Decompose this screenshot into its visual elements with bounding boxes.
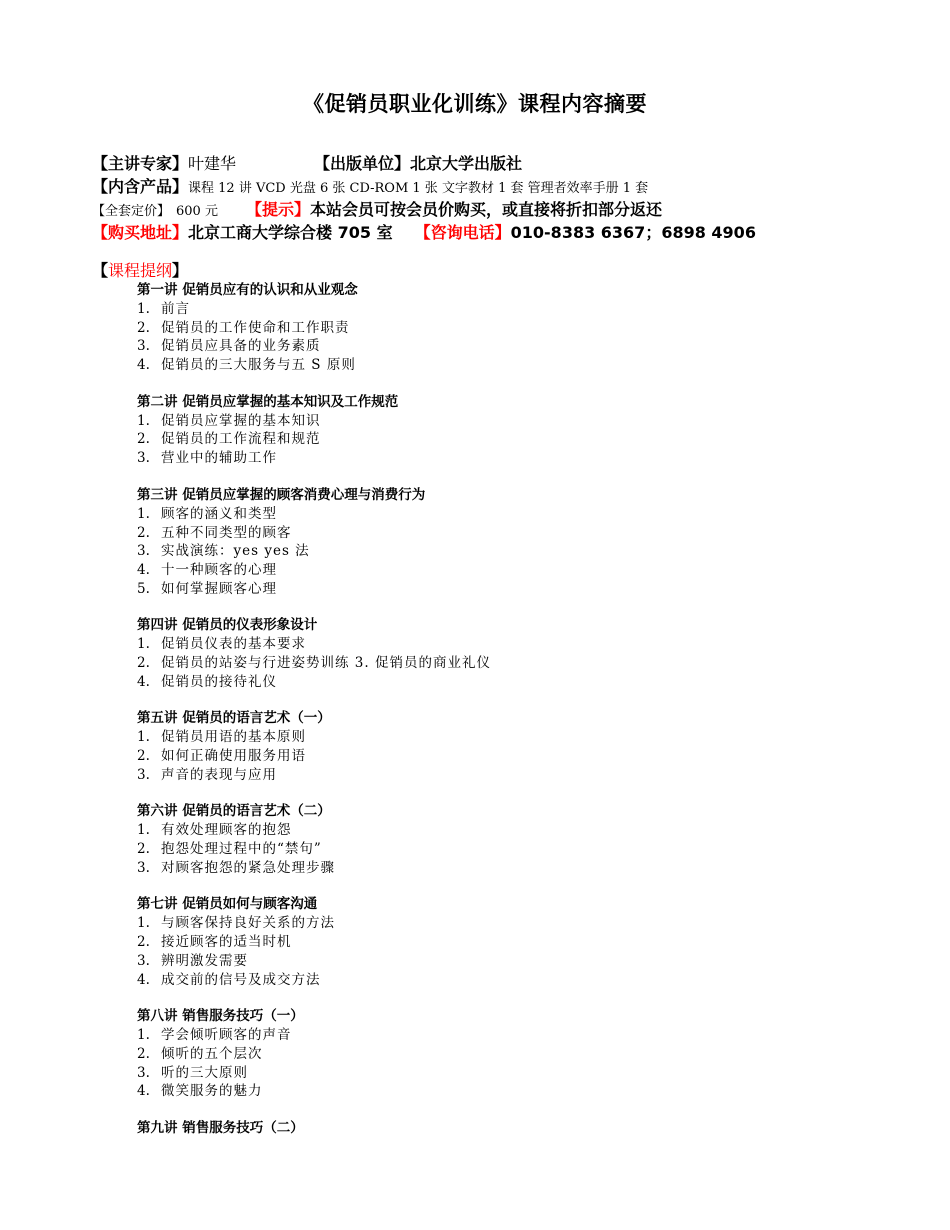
item-text: 促销员的接待礼仪 xyxy=(161,673,277,690)
lecture-block xyxy=(137,616,491,691)
address-close: 】 xyxy=(172,223,189,242)
lecture-title: 第七讲 促销员如何与顾客沟通 xyxy=(137,896,318,913)
tip-close: 】 xyxy=(294,200,311,219)
item-number: 4. xyxy=(137,357,150,374)
item-number: 1. xyxy=(137,1027,150,1044)
lecture-title: 第五讲 促销员的语言艺术（一） xyxy=(137,710,331,727)
products-label: 【内含产品】 xyxy=(92,177,189,196)
lecture-title: 第六讲 促销员的语言艺术（二） xyxy=(137,803,331,820)
phone-label: 咨询电话 xyxy=(430,223,495,242)
item-text: 声音的表现与应用 xyxy=(161,766,277,783)
tip-label: 提示 xyxy=(261,200,294,219)
item-number: 3. xyxy=(137,450,150,467)
lecture-block xyxy=(137,1007,491,1101)
item-text: 促销员用语的基本原则 xyxy=(161,729,306,746)
lecture-list xyxy=(137,281,491,1156)
price-label: 【全套定价】 xyxy=(92,204,171,219)
item-text: 辨明激发需要 xyxy=(161,952,248,969)
lecture-item xyxy=(137,933,491,952)
item-number: 2. xyxy=(137,431,150,448)
lecture-item xyxy=(137,300,491,319)
item-text: 倾听的五个层次 xyxy=(161,1045,263,1062)
phone-value: 010-8383 6367；6898 4906 xyxy=(510,223,756,242)
item-text: 促销员的工作使命和工作职责 xyxy=(161,319,350,336)
price-value: 600 元 xyxy=(176,204,218,219)
item-text: 学会倾听顾客的声音 xyxy=(161,1027,292,1044)
item-text: 营业中的辅助工作 xyxy=(161,450,277,467)
item-number: 2. xyxy=(137,1045,150,1062)
lecture-block xyxy=(137,486,491,598)
lecture-item xyxy=(137,635,491,654)
item-text: 促销员的工作流程和规范 xyxy=(161,431,321,448)
item-number: 2. xyxy=(137,654,150,671)
item-text: 十一种顾客的心理 xyxy=(161,561,277,578)
lecture-item xyxy=(137,524,491,543)
item-number: 1. xyxy=(137,915,150,932)
info-line-expert xyxy=(92,152,756,175)
item-number: 2. xyxy=(137,319,150,336)
item-number: 1. xyxy=(137,822,150,839)
lecture-title: 第四讲 促销员的仪表形象设计 xyxy=(137,617,318,634)
phone-open: 【 xyxy=(414,223,431,242)
lecture-block xyxy=(137,802,491,877)
item-number: 2. xyxy=(137,841,150,858)
item-text: 实战演练：yes yes 法 xyxy=(161,543,310,560)
item-number: 1. xyxy=(137,729,150,746)
item-text: 微笑服务的魅力 xyxy=(161,1083,263,1100)
item-text: 听的三大原则 xyxy=(161,1064,248,1081)
info-line-price xyxy=(92,198,756,221)
lecture-item xyxy=(137,356,491,375)
lecture-item xyxy=(137,859,491,878)
item-text: 接近顾客的适当时机 xyxy=(161,934,292,951)
lecture-title: 第八讲 销售服务技巧（一） xyxy=(137,1008,304,1025)
lecture-item xyxy=(137,766,491,785)
item-number: 3. xyxy=(137,338,150,355)
lecture-item xyxy=(137,319,491,338)
tip-open: 【 xyxy=(245,200,262,219)
lecture-title: 第九讲 销售服务技巧（二） xyxy=(137,1119,304,1136)
item-text: 抱怨处理过程中的“禁句” xyxy=(161,841,322,858)
item-number: 1. xyxy=(137,301,150,317)
item-number: 4. xyxy=(137,673,150,690)
course-info xyxy=(92,152,756,244)
item-number: 3. xyxy=(137,859,150,876)
lecture-block xyxy=(137,393,491,468)
item-text: 促销员的三大服务与五 S 原则 xyxy=(161,357,356,374)
lecture-item xyxy=(137,747,491,766)
item-text: 促销员应掌握的基本知识 xyxy=(161,412,321,429)
expert-value: 叶建华 xyxy=(188,154,237,173)
lecture-block xyxy=(137,709,491,784)
lecture-item xyxy=(137,1082,491,1101)
item-number: 1. xyxy=(137,505,150,522)
expert-label: 【主讲专家】 xyxy=(92,154,189,173)
lecture-item xyxy=(137,952,491,971)
lecture-item xyxy=(137,728,491,747)
item-text: 有效处理顾客的抱怨 xyxy=(161,822,292,839)
outline-title: 课程提纲 xyxy=(108,261,173,280)
item-number: 2. xyxy=(137,748,150,764)
lecture-item xyxy=(137,580,491,599)
lecture-item xyxy=(137,673,491,692)
item-text: 五种不同类型的顾客 xyxy=(161,524,292,541)
item-number: 5. xyxy=(137,580,150,597)
lecture-item xyxy=(137,430,491,449)
item-number: 1. xyxy=(137,636,150,653)
lecture-block xyxy=(137,1119,491,1138)
lecture-item xyxy=(137,971,491,990)
item-text: 促销员应具备的业务素质 xyxy=(161,338,321,355)
address-open: 【 xyxy=(92,223,109,242)
info-line-address xyxy=(92,221,756,244)
item-number: 1. xyxy=(137,412,150,429)
lecture-item xyxy=(137,914,491,933)
item-number: 2. xyxy=(137,934,150,951)
item-number: 4. xyxy=(137,971,150,988)
lecture-item xyxy=(137,561,491,580)
lecture-item xyxy=(137,542,491,561)
item-number: 3. xyxy=(137,543,150,560)
item-text: 如何掌握顾客心理 xyxy=(161,580,277,597)
lecture-item xyxy=(137,1045,491,1064)
lecture-title: 第一讲 促销员应有的认识和从业观念 xyxy=(137,282,358,298)
item-text: 促销员仪表的基本要求 xyxy=(161,636,306,653)
item-number: 4. xyxy=(137,1083,150,1100)
outline-heading xyxy=(92,260,188,282)
lecture-title: 第三讲 促销员应掌握的顾客消费心理与消费行为 xyxy=(137,486,426,503)
item-text: 促销员的站姿与行进姿势训练 3. 促销员的商业礼仪 xyxy=(161,654,491,671)
lecture-item xyxy=(137,821,491,840)
phone-close: 】 xyxy=(494,223,511,242)
address-label: 购买地址 xyxy=(108,223,173,242)
lecture-block xyxy=(137,281,491,375)
item-text: 如何正确使用服务用语 xyxy=(161,748,306,764)
lecture-item xyxy=(137,337,491,356)
item-number: 3. xyxy=(137,1064,150,1081)
lecture-item xyxy=(137,449,491,468)
outline-open: 【 xyxy=(92,261,109,280)
publisher-value: 北京大学出版社 xyxy=(410,154,523,173)
products-value: 课程 12 讲 VCD 光盘 6 张 CD-ROM 1 张 文字教材 1 套 管理者效率手册 1 套 xyxy=(188,181,649,196)
item-number: 3. xyxy=(137,766,150,783)
lecture-item xyxy=(137,1026,491,1045)
item-text: 对顾客抱怨的紧急处理步骤 xyxy=(161,859,335,876)
lecture-item xyxy=(137,654,491,673)
lecture-item xyxy=(137,840,491,859)
info-line-products xyxy=(92,175,756,198)
item-number: 4. xyxy=(137,561,150,578)
lecture-item xyxy=(137,412,491,431)
item-text: 前言 xyxy=(161,301,190,317)
publisher-label: 【出版单位】 xyxy=(314,154,411,173)
item-number: 2. xyxy=(137,524,150,541)
lecture-item xyxy=(137,1064,491,1083)
address-value: 北京工商大学综合楼 705 室 xyxy=(188,223,393,242)
item-text: 与顾客保持良好关系的方法 xyxy=(161,915,335,932)
item-text: 顾客的涵义和类型 xyxy=(161,505,277,522)
lecture-title: 第二讲 促销员应掌握的基本知识及工作规范 xyxy=(137,393,399,410)
tip-value: 本站会员可按会员价购买，或直接将折扣部分返还 xyxy=(310,200,663,219)
document-title: 《促销员职业化训练》课程内容摘要 xyxy=(303,92,647,116)
lecture-item xyxy=(137,505,491,524)
item-text: 成交前的信号及成交方法 xyxy=(161,971,321,988)
lecture-block xyxy=(137,895,491,989)
item-number: 3. xyxy=(137,952,150,969)
outline-close: 】 xyxy=(172,261,189,280)
